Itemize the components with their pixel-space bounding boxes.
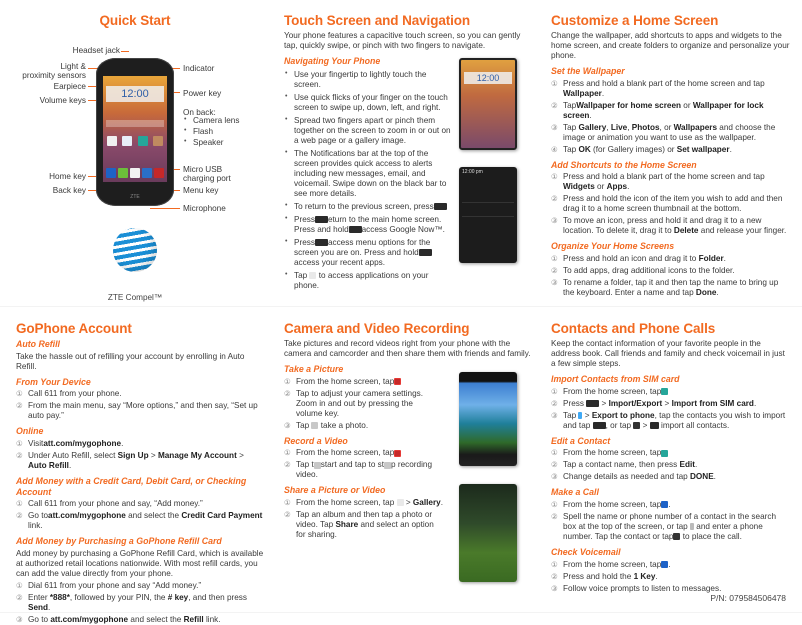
apps-icon [397,499,404,506]
step: ① Press and hold a blank part of the home screen and tap Wallpaper. [551,78,765,98]
mygophone-link[interactable]: att.com/mygophone [48,511,126,521]
mygophone-link[interactable]: att.com/mygophone [43,439,122,448]
customize-title: Customize a Home Screen [551,13,719,28]
refill-card-text: Add money by purchasing a GoPhone Refill Card, which is available at authorized retail locations nationwide. With most refill cards, you can add the value directly from your phone. [16,549,264,579]
clock-widget: 12:00 [464,72,512,84]
leader-line [88,100,96,101]
folder-icon [153,136,163,146]
gophone-title: GoPhone Account [16,321,132,336]
callout-light-sensor: Light & [60,62,86,71]
contacts-panel [551,322,791,594]
step: ① Call 611 from your phone. [16,389,122,399]
stop-icon [384,462,391,469]
shutter-icon [311,422,318,429]
apps-icon [130,168,140,178]
quick-start-panel [0,0,270,300]
camera-app-icon [394,450,401,457]
auto-refill-text: Take the hassle out of refilling your account by enrolling in Auto Refill. [16,351,245,371]
step: ② Enter *888*, followed by your PIN, the # key, and then press Send. [16,593,247,613]
camera-icon [154,168,164,178]
video-steps [284,448,434,480]
shortcuts-heading: Add Shortcuts to the Home Screen [551,159,697,170]
step: ① Call 611 from your phone and say, “Add money.” [16,499,203,509]
step: ① From the home screen, tap [551,448,791,458]
leader-line [174,92,180,93]
leader-line [150,208,180,209]
step: ① From the home screen, tap . [551,500,671,509]
step: ③ Follow voice prompts to listen to messages. [551,583,722,593]
apps-icon [309,272,316,279]
share-heading: Share a Picture or Video [284,485,386,496]
voicemail-steps [551,560,791,594]
camera-app-icon [394,378,401,385]
phone-icon [106,168,116,178]
callout-indicator: Indicator [183,64,215,73]
notification-item [462,179,514,203]
home-screen-thumbnail [459,58,517,150]
edit-steps [551,448,791,482]
callout-volume-keys: Volume keys [39,96,86,105]
done-icon [650,422,659,429]
step: ① From the home screen, tap [551,387,791,397]
step: ① From the home screen, tap [284,377,434,387]
on-back-item: • Speaker [183,138,239,148]
wallpaper-steps [551,79,791,155]
refill-steps [16,581,264,625]
quick-start-title: Quick Start [99,13,171,28]
contacts-icon [138,136,148,146]
callout-back-key: Back key [52,186,86,195]
edit-contact-heading: Edit a Contact [551,435,611,446]
contacts-title: Contacts and Phone Calls [551,321,716,336]
callout-power-key: Power key [183,89,222,98]
step: ① Visitatt.com/mygophone. [16,439,124,448]
on-back-item: • Flash [183,127,239,137]
record-icon [314,462,321,469]
step: ② Tap a contact name, then press Edit. [551,460,698,470]
organize-steps [551,254,791,298]
navigating-heading: Navigating Your Phone [284,55,381,66]
phone-brand: ZTE [130,193,140,200]
step: ① Dial 611 from your phone and say “Add money.” [16,581,202,591]
dialpad-icon [690,523,694,530]
att-globe-logo [113,228,157,272]
auto-refill-heading: Auto Refill [16,338,60,349]
nav-bullet: • The Notifications bar at the top of the screen provides quick access to alerts including new messages, email, and voicemail. Swipe down on the black bar to see more details. [284,149,452,199]
step: ③ Go to att.com/mygophone and select the Refill link. [16,615,221,625]
step: ② To add apps, drag additional icons to the folder. [551,266,735,275]
refill-card-heading: Add Money by Purchasing a GoPhone Refill Card [16,536,222,547]
section-divider [0,306,802,307]
nav-bullet: • To return to the previous screen, press [284,202,452,212]
phone-screen [103,76,167,182]
wallpaper-heading: Set the Wallpaper [551,65,625,76]
callout-on-back: On back: [183,108,216,117]
record-video-heading: Record a Video [284,435,348,446]
checkmark-icon [593,422,606,429]
on-back-item: • Camera lens [183,116,239,126]
email-icon [107,136,117,146]
part-number: P/N: 079584506478 [710,593,786,603]
leader-line [174,169,180,170]
on-back-list [183,115,239,148]
back-key-icon [434,203,447,210]
step: ② Tap an album and then tap a photo or video. Tap Share and select an option for sharing. [284,510,434,539]
phone-model-name: ZTE Compel™ [107,293,163,302]
picture-steps [284,377,434,431]
contacts-icon [661,450,668,457]
notification-time: 12:00 pm [462,169,483,175]
import-heading: Import Contacts from SIM card [551,373,680,384]
step: ③ Tap Gallery, Live, Photos, or Wallpapers and choose the image or animation you want to use as the wallpaper. [551,122,776,142]
callout-earpiece: Earpiece [53,82,86,91]
camera-intro: Take pictures and record videos right from your phone with the camera and camcorder and then share them with friends and family. [284,338,531,358]
google-search-bar [106,120,164,127]
nav-bullet: • Press access menu options for the screen you are on. Press and holdaccess your recent apps. [284,238,452,268]
notification-item [462,205,514,217]
bottom-edge [0,612,802,613]
touch-intro: Your phone features a capacitive touch screen, so you can gently tap, quickly swipe, or pinch with two fingers to navigate. [284,30,521,50]
step: ③ Tap > Export to phone, tap the contacts you wish to import and tap , or tap > import all contacts. [551,410,786,430]
step: ③ Tap take a photo. [284,420,369,430]
step: ② Go toatt.com/mygophone and select the Credit Card Payment link. [16,511,263,531]
from-device-heading: From Your Device [16,376,91,387]
step: ② TapWallpaper for home screen or Wallpaper for lock screen. [551,100,764,120]
step: ② Press > Import/Export > Import from SIM card. [551,398,757,408]
callout-headset-jack: Headset jack [72,46,120,55]
clock-widget: 12:00 [106,86,164,102]
step: ① Press and hold a blank part of the home screen and tap Widgets or Apps. [551,172,765,192]
step: ① From the home screen, tap [284,448,434,458]
voicemail-heading: Check Voicemail [551,547,621,557]
take-picture-heading: Take a Picture [284,363,344,374]
step: ① From the home screen, tap > Gallery. [284,498,443,507]
step: ② From the main menu, say “More options,” and then say, “Set up auto pay.” [16,401,258,421]
call-icon [673,533,680,540]
home-key-icon [315,216,328,223]
call-steps [551,500,791,542]
leader-line [121,51,129,52]
step: ② Press and hold the icon of the item you wish to add and then drag it to a home screen thumbnail at the bottom. [551,194,783,214]
callout-charging-port: charging port [183,174,231,183]
step: ③ Change details as needed and tap DONE. [551,472,716,482]
step: ② Tap to adjust your camera settings. Zoom in and out by pressing the volume key. [284,388,423,418]
step: ② Tap t start and tap to st p recording video. [284,460,432,480]
customize-intro: Change the wallpaper, add shortcuts to apps and widgets to the home screen, and create folders to organize and personalize your phone. [551,30,790,60]
menu-key-icon [315,239,328,246]
step: ② Under Auto Refill, select Sign Up > Manage My Account > Auto Refill. [16,451,244,470]
callout-menu-key: Menu key [183,186,219,195]
callout-micro-usb: Micro USB [183,165,223,174]
make-call-heading: Make a Call [551,487,599,498]
camera-viewfinder-thumbnail [459,372,517,466]
customize-panel [551,14,791,298]
menu-key-icon [419,249,432,256]
calendar-icon [122,136,132,146]
camera-title: Camera and Video Recording [284,321,470,336]
nav-bullet: • Spread two fingers apart or pinch them together on the screen to zoom in or out on a web page or a gallery image. [284,116,452,146]
navigation-list [284,70,452,291]
step: ① Press and hold an icon and drag it to Folder. [551,254,726,263]
step: ② Press and hold the 1 Key. [551,571,658,581]
contacts-intro: Keep the contact information of your favorite people in the address book. Call friends and family and check voicemail in just a few simple steps. [551,338,785,368]
video-recording-thumbnail [459,484,517,582]
import-steps [551,387,791,431]
organize-heading: Organize Your Home Screens [551,241,675,252]
nav-bullet: • Tap to access applications on your phone. [284,271,452,291]
callout-proximity-sensors: proximity sensors [22,71,86,80]
step: ④ Tap OK (for Gallery images) or Set wallpaper. [551,144,732,154]
nav-bullet: • Use your fingertip to lightly touch the screen. [284,70,452,90]
nav-bullet: • Use quick flicks of your finger on the touch screen to swipe up, down, left, and right. [284,93,452,113]
menu-key-icon [586,400,599,407]
step: ③ To move an icon, press and hold it and drag it to a new location. To delete it, drag it to Delete and release your finger. [551,216,787,236]
callout-home-key: Home key [49,172,86,181]
notifications-thumbnail [459,167,517,263]
contacts-icon [661,388,668,395]
browser-icon [142,168,152,178]
home-dock [106,168,164,178]
home-key-icon [349,226,362,233]
credit-steps [16,499,264,531]
gophone-panel [16,322,264,625]
step: ② Spell the name or phone number of a contact in the search box at the top of the screen, or tap and enter a phone number. Tap the contact or tap to place the call. [551,512,777,541]
share-steps [284,498,444,540]
callout-microphone: Microphone [183,204,226,213]
nav-bullet: • Press eturn to the main home screen. Press and hold access Google Now™. [284,215,452,235]
step: ③ To rename a folder, tap it and then tap the name to bring up the keyboard. Enter a name and tap Done. [551,278,779,297]
online-steps [16,439,264,471]
messaging-icon [118,168,128,178]
phone-front-image [96,58,174,206]
mygophone-link[interactable]: att.com/mygophone [50,615,129,625]
touch-title: Touch Screen and Navigation [284,13,471,28]
step: ① From the home screen, tap . [551,559,671,569]
credit-card-heading: Add Money with a Credit Card, Debit Card, or Checking Account [16,476,247,497]
shortcuts-steps [551,172,791,236]
device-steps [16,389,264,421]
home-app-row [107,136,163,146]
online-heading: Online [16,426,44,437]
